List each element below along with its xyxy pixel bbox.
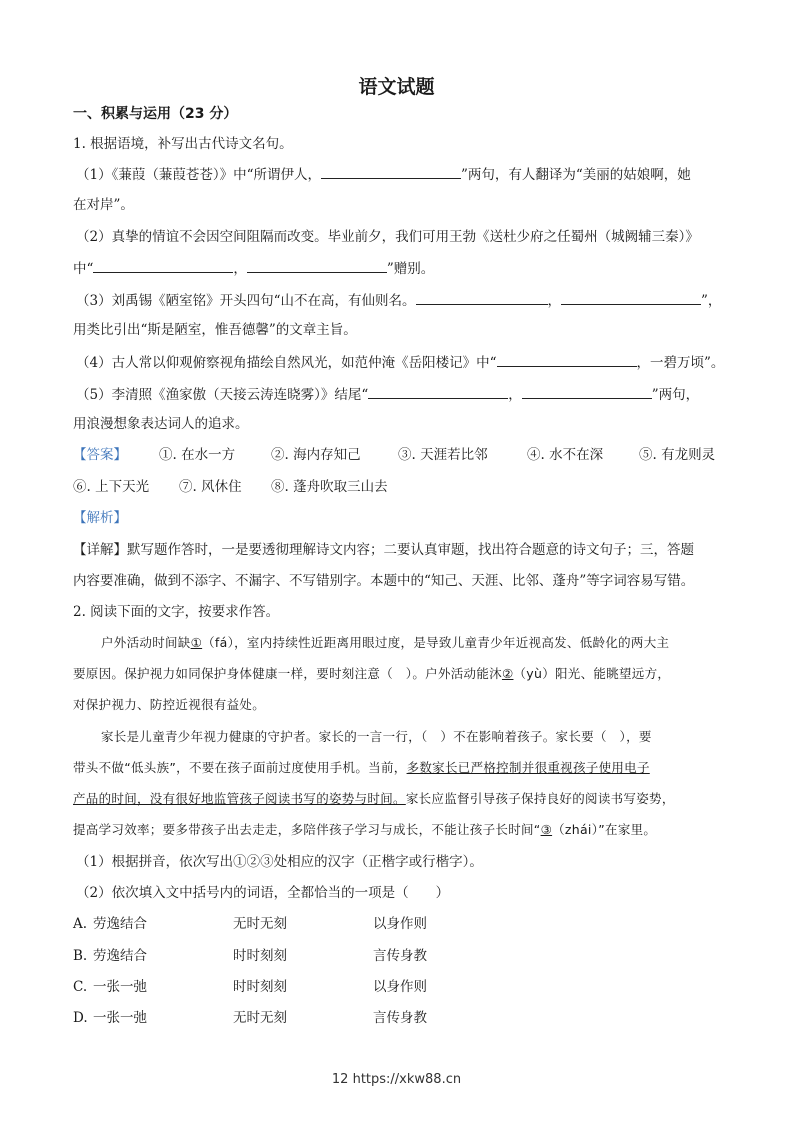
passage-text: 提高学习效率；要多带孩子出去走走，多陪伴孩子学习与成长，不能让孩子长时间“	[73, 822, 541, 837]
q1-part5-line1	[76, 384, 699, 405]
marker-3: ③	[540, 822, 553, 837]
option-label: B.	[73, 948, 88, 964]
q1-part2-line1: （2）真挚的情谊不会因空间阻隔而改变。毕业前夕，我们可用王勃《送杜少府之任蜀州（城阙辅三秦）》	[76, 229, 699, 245]
q1-p1-text: （1）《蒹葭（蒹葭苍苍）》中“所谓伊人，	[76, 167, 321, 183]
answer-blank	[522, 384, 652, 399]
q1-part1-line1	[76, 164, 691, 185]
q1-p4-text: （4）古人常以仰观俯察视角描绘自然风光，如范仲淹《岳阳楼记》中“	[76, 355, 497, 371]
answer-blank	[93, 258, 233, 273]
option-label: D.	[73, 1010, 88, 1026]
q1-stem: 1. 根据语境，补写出古代诗文名句。	[73, 136, 293, 152]
passage-text: 带头不做“低头族”，不要在孩子面前过度使用手机。当前，	[73, 760, 407, 775]
q1-p2-text: ，	[233, 261, 247, 277]
answer-blank	[321, 164, 461, 179]
q2-sub2: （2）依次填入文中括号内的词语，全都恰当的一项是（ ）	[76, 885, 450, 901]
q1-p1-text: ”两句，有人翻译为“美丽的姑娘啊，她	[461, 167, 691, 183]
option-word: 以身作则	[373, 979, 427, 995]
passage-text: （zhái）”在家里。	[552, 822, 657, 837]
q1-p5-text: ”两句，	[651, 387, 700, 403]
q1-part3-line2: 用类比引出“斯是陋室，惟吾德馨”的文章主旨。	[73, 322, 357, 338]
passage-line	[73, 664, 670, 684]
answer-item: ⑦. 风休住	[179, 479, 242, 495]
passage-text: （fá），室内持续性近距离用眼过度，是导致儿童青少年近视高发、低龄化的两大主	[202, 635, 670, 650]
option-word: 一张一弛	[93, 1010, 147, 1026]
answers-row-2	[73, 477, 723, 497]
option-word: 时时刻刻	[233, 979, 287, 995]
q1-part1-line2: 在对岸”。	[73, 197, 134, 213]
option-word: 劳逸结合	[93, 948, 147, 964]
answer-item: ④. 水不在深	[527, 447, 604, 463]
option-word: 言传身教	[373, 948, 427, 964]
underlined-sentence: 产品的时间，没有很好地监管孩子阅读书写的姿势与时间。	[73, 791, 406, 806]
option-word: 劳逸结合	[93, 916, 147, 932]
answer-item: ⑧. 蓬舟吹取三山去	[271, 479, 388, 495]
answer-blank	[247, 258, 387, 273]
option-d	[73, 1008, 473, 1028]
passage-line	[73, 820, 656, 840]
q2-stem: 2. 阅读下面的文字，按要求作答。	[73, 604, 280, 620]
passage-line: 对保护视力、防控近视很有益处。	[73, 697, 266, 712]
option-label: C.	[73, 979, 88, 995]
q1-part2-line2	[73, 258, 434, 279]
answer-blank	[561, 290, 701, 305]
answer-item: ⑥. 上下天光	[73, 479, 150, 495]
q1-part5-line2: 用浪漫想象表达词人的追求。	[73, 416, 249, 432]
option-word: 一张一弛	[93, 979, 147, 995]
q1-p3-text: ”，	[701, 293, 722, 309]
option-word: 无时无刻	[233, 916, 287, 932]
q1-p4-text: ，一碧万顷”。	[636, 355, 725, 371]
detail-line-2: 内容要准确，做到不添字、不漏字、不写错别字。本题中的“知己、天涯、比邻、蓬舟”等字词容易写错。	[73, 573, 695, 589]
marker-1: ①	[190, 635, 203, 650]
q1-part4-line1	[76, 352, 724, 373]
q1-p5-text: （5）李清照《渔家傲（天接云涛连晓雾）》结尾“	[76, 387, 369, 403]
option-word: 以身作则	[373, 916, 427, 932]
passage-text: （yù）阳光、能眺望远方，	[513, 666, 671, 681]
q1-p3-text: ，	[547, 293, 561, 309]
option-word: 时时刻刻	[233, 948, 287, 964]
answer-blank	[368, 384, 508, 399]
passage-line	[73, 758, 650, 778]
analysis-tag: 【解析】	[73, 510, 127, 526]
answer-blank	[416, 290, 548, 305]
section-heading: 一、积累与运用（23 分）	[73, 106, 238, 122]
marker-2: ②	[501, 666, 514, 681]
passage-line	[73, 789, 675, 809]
option-label: A.	[73, 916, 88, 932]
answer-item: ①. 在水一方	[159, 447, 236, 463]
q2-sub1: （1）根据拼音，依次写出①②③处相应的汉字（正楷字或行楷字）。	[76, 854, 483, 870]
option-a	[73, 914, 473, 934]
option-b	[73, 946, 473, 966]
answer-item: ⑤. 有龙则灵	[639, 447, 716, 463]
passage-line: 家长是儿童青少年视力健康的守护者。家长的一言一行，（ ）不在影响着孩子。家长要（ ），要	[101, 729, 652, 744]
detail-line-1: 【详解】默写题作答时，一是要透彻理解诗文内容；二要认真审题，找出符合题意的诗文句子；三，答题	[73, 542, 694, 558]
answers-row-1	[73, 445, 723, 465]
answer-item: ②. 海内存知己	[271, 447, 361, 463]
passage-text: 要原因。保护视力如同保护身体健康一样，要时刻注意（ ）。户外活动能沐	[73, 666, 502, 681]
option-word: 无时无刻	[233, 1010, 287, 1026]
q1-part3-line1	[76, 290, 721, 311]
q1-p2-text: 中“	[73, 261, 94, 277]
underlined-sentence: 多数家长已严格控制并很重视孩子使用电子	[406, 760, 650, 775]
q1-p2-text: ”赠别。	[386, 261, 435, 277]
answer-tag: 【答案】	[73, 447, 127, 463]
passage-text: 家长应监督引导孩子保持良好的阅读书写姿势，	[405, 791, 675, 806]
passage-line	[101, 633, 669, 653]
option-word: 言传身教	[373, 1010, 427, 1026]
page-title: 语文试题	[358, 76, 435, 98]
q1-p3-text: （3）刘禹锡《陋室铭》开头四句“山不在高，有仙则名。	[76, 293, 416, 309]
option-c	[73, 977, 473, 997]
passage-text: 户外活动时间缺	[101, 635, 191, 650]
q1-p5-text: ，	[508, 387, 522, 403]
answer-item: ③. 天涯若比邻	[398, 447, 488, 463]
page-footer: 12 https://xkw88.cn	[331, 1072, 462, 1087]
answer-blank	[497, 352, 637, 367]
